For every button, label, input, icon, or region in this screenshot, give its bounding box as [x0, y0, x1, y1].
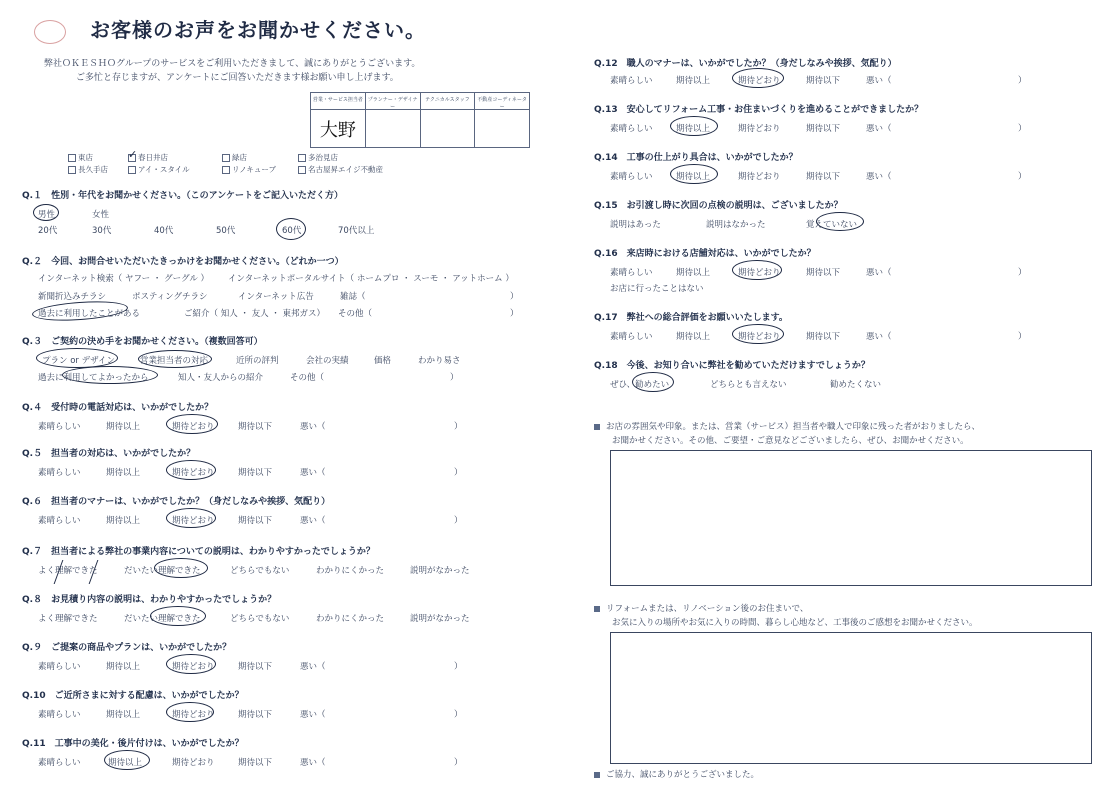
- answer-circle: [31, 299, 128, 324]
- option[interactable]: 素晴らしい: [610, 332, 653, 342]
- answer-circle: [670, 164, 718, 184]
- option: ）: [454, 422, 463, 432]
- option[interactable]: だいたい理解できた: [124, 614, 201, 624]
- option[interactable]: 覚えていない: [806, 220, 858, 230]
- option[interactable]: 悪い（: [300, 468, 326, 478]
- option[interactable]: 悪い（: [866, 172, 892, 182]
- option[interactable]: 過去に利用してよかったから: [38, 373, 149, 383]
- option[interactable]: インターネット広告: [238, 292, 314, 302]
- option[interactable]: 女性: [92, 210, 110, 220]
- square-bullet-icon: [594, 606, 600, 612]
- option[interactable]: 素晴らしい: [610, 172, 653, 182]
- question-title: Q.18 今後、お知り合いに弊社を勧めていただけますでしょうか？: [594, 358, 870, 371]
- option[interactable]: わかりにくかった: [316, 566, 385, 576]
- staff-value-sales[interactable]: 大野: [311, 110, 366, 148]
- option[interactable]: 期待どおり: [172, 422, 215, 432]
- square-bullet-icon: [594, 772, 600, 778]
- comment-prompt-1: お店の雰囲気や印象。または、営業（サービス）担当者や職人で印象に残った者がおりましたら、: [594, 420, 980, 432]
- staff-header: 不動産コーディネーター: [477, 97, 527, 109]
- option[interactable]: 過去に利用したことがある: [38, 309, 141, 319]
- option[interactable]: 20代: [38, 226, 58, 236]
- answer-circle: [166, 654, 216, 674]
- answer-circle: [138, 350, 212, 368]
- question-title: Q.８ お見積り内容の説明は、わかりやすかったでしょうか？: [22, 592, 276, 605]
- question-title: Q.６ 担当者のマナーは、いかがでしたか？（身だしなみや挨拶、気配り）: [22, 494, 330, 507]
- staff-value-planner[interactable]: [366, 110, 421, 148]
- option[interactable]: 期待以上: [676, 332, 711, 342]
- store-checkbox[interactable]: アイ・スタイル: [128, 164, 190, 175]
- store-checkbox[interactable]: 長久手店: [68, 164, 108, 175]
- staff-header: テクニカルスタッフ: [421, 93, 476, 109]
- option[interactable]: 期待以下: [806, 172, 841, 182]
- option[interactable]: 悪い（: [866, 124, 892, 134]
- option: ）: [454, 468, 463, 478]
- option[interactable]: 期待どおり: [172, 710, 215, 720]
- question-title: Q.10 ご近所さまに対する配慮は、いかがでしたか？: [22, 688, 244, 701]
- store-checkbox[interactable]: 緑店: [222, 152, 247, 163]
- option[interactable]: 期待以上: [106, 468, 141, 478]
- question-title: Q.16 来店時における店舗対応は、いかがでしたか？: [594, 246, 816, 259]
- option[interactable]: 悪い（: [866, 76, 892, 86]
- option[interactable]: 期待以下: [238, 516, 273, 526]
- question-title: Q.９ ご提案の商品やプランは、いかがでしたか？: [22, 640, 231, 653]
- store-checkbox[interactable]: 名古屋昇エイジ不動産: [298, 164, 383, 175]
- logo-stamp: [34, 20, 66, 44]
- answer-circle: [166, 414, 218, 434]
- option[interactable]: 期待以下: [238, 422, 273, 432]
- option: ）: [454, 516, 463, 526]
- option[interactable]: 期待どおり: [172, 468, 215, 478]
- option[interactable]: 期待以上: [676, 76, 711, 86]
- option[interactable]: 勧めたくない: [830, 380, 882, 390]
- option[interactable]: 素晴らしい: [38, 710, 81, 720]
- store-checkbox[interactable]: 東店: [68, 152, 93, 163]
- staff-value-technical[interactable]: [421, 110, 476, 148]
- answer-circle: [150, 606, 206, 626]
- option[interactable]: わかり易さ: [418, 356, 461, 366]
- option[interactable]: その他（: [290, 373, 325, 383]
- question-title: Q.17 弊社への総合評価をお願いいたします。: [594, 310, 788, 323]
- option[interactable]: ぜひ、勧めたい: [610, 380, 670, 390]
- option[interactable]: 期待以上: [106, 516, 141, 526]
- option: ）: [1018, 76, 1027, 86]
- option: ）: [1018, 124, 1027, 134]
- question-title: Q.４ 受付時の電話対応は、いかがでしたか？: [22, 400, 213, 413]
- option: ）: [510, 292, 519, 302]
- option[interactable]: インターネットポータルサイト（ ホームプロ ・ スーモ ・ アットホーム ）: [228, 274, 514, 284]
- option[interactable]: 50代: [216, 226, 236, 236]
- answer-circle: [154, 558, 208, 578]
- option[interactable]: 素晴らしい: [610, 268, 653, 278]
- store-checkbox[interactable]: 春日井店: [128, 152, 168, 163]
- option[interactable]: どちらでもない: [230, 566, 290, 576]
- option[interactable]: 期待以上: [106, 422, 141, 432]
- option[interactable]: プラン or デザイン: [42, 356, 116, 366]
- staff-table: [310, 92, 530, 148]
- store-checkbox[interactable]: 多治見店: [298, 152, 338, 163]
- answer-circle: [732, 260, 782, 280]
- option[interactable]: 期待以下: [806, 332, 841, 342]
- option[interactable]: 70代以上: [338, 226, 375, 236]
- option[interactable]: 素晴らしい: [38, 468, 81, 478]
- comment-prompt-2b: お気に入りの場所やお気に入りの時間、暮らし心地など、工事後のご感想をお聞かせください。: [612, 618, 978, 628]
- option[interactable]: 期待どおり: [738, 172, 781, 182]
- question-title: Q.15 お引渡し時に次回の点検の説明は、ございましたか？: [594, 198, 843, 211]
- option[interactable]: 素晴らしい: [38, 516, 81, 526]
- option[interactable]: 素晴らしい: [610, 124, 653, 134]
- store-checkbox[interactable]: リノキューブ: [222, 164, 276, 175]
- page-title: お客様のお声をお聞かせください。: [90, 18, 426, 42]
- answer-circle: [732, 68, 784, 88]
- option[interactable]: 説明はなかった: [706, 220, 766, 230]
- option[interactable]: 営業担当者の対応: [140, 356, 209, 366]
- intro-line-2: ご多忙と存じますが、アンケートにご回答いただきます様お願い申し上げます。: [76, 73, 399, 83]
- option[interactable]: 説明はあった: [610, 220, 661, 230]
- option[interactable]: 30代: [92, 226, 112, 236]
- option[interactable]: インターネット検索（ ヤフー ・ グーグル ）: [38, 274, 210, 284]
- option[interactable]: だいたい理解できた: [124, 566, 201, 576]
- option[interactable]: 悪い（: [866, 268, 892, 278]
- option: ）: [510, 309, 519, 319]
- option[interactable]: 悪い（: [866, 332, 892, 342]
- option[interactable]: 近所の評判: [236, 356, 279, 366]
- option[interactable]: 期待どおり: [738, 76, 781, 86]
- option[interactable]: 悪い（: [300, 516, 326, 526]
- option[interactable]: 会社の実績: [306, 356, 349, 366]
- option[interactable]: 悪い（: [300, 422, 326, 432]
- checkmark-icon: ✓: [128, 148, 138, 161]
- option[interactable]: 期待以上: [676, 124, 711, 134]
- option[interactable]: 60代: [282, 226, 302, 236]
- option[interactable]: お店に行ったことはない: [610, 284, 704, 294]
- answer-circle: [732, 324, 784, 344]
- option[interactable]: 素晴らしい: [38, 422, 81, 432]
- option[interactable]: ご紹介（ 知人 ・ 友人 ・ 東邦ガス）: [184, 309, 326, 319]
- answer-circle: [33, 204, 59, 221]
- option[interactable]: 期待どおり: [172, 662, 215, 672]
- question-title: Q.５ 担当者の対応は、いかがでしたか？: [22, 446, 195, 459]
- answer-circle: [166, 702, 214, 722]
- option[interactable]: 期待どおり: [738, 332, 781, 342]
- option[interactable]: 期待以下: [806, 268, 841, 278]
- option[interactable]: 期待どおり: [172, 758, 215, 768]
- option[interactable]: 期待どおり: [738, 268, 781, 278]
- option[interactable]: 期待以上: [676, 172, 711, 182]
- answer-circle: [104, 750, 150, 770]
- question-title: Q.３ ご契約の決め手をお聞かせください。（複数回答可）: [22, 334, 263, 347]
- answer-circle: [632, 372, 674, 392]
- option[interactable]: 期待以下: [806, 76, 841, 86]
- option[interactable]: 期待どおり: [172, 516, 215, 526]
- comment-prompt-2: リフォームまたは、リノベーション後のお住まいで、: [594, 602, 808, 614]
- option[interactable]: 期待以下: [238, 710, 273, 720]
- comment-box-1[interactable]: [610, 450, 1092, 586]
- scribble-mark: [54, 560, 99, 584]
- option: ）: [454, 662, 463, 672]
- option[interactable]: その他（: [338, 309, 373, 319]
- question-title: Q.14 工事の仕上がり具合は、いかがでしたか？: [594, 150, 798, 163]
- question-title: Q.２ 今回、お問合せいただいたきっかけをお聞かせください。（どれか一つ）: [22, 254, 344, 267]
- option[interactable]: 期待以下: [806, 124, 841, 134]
- option[interactable]: 悪い（: [300, 662, 326, 672]
- option[interactable]: わかりにくかった: [316, 614, 385, 624]
- answer-circle: [670, 116, 718, 136]
- option[interactable]: 期待以下: [238, 758, 273, 768]
- option[interactable]: 期待以上: [108, 758, 143, 768]
- question-title: Q.11 工事中の美化・後片付けは、いかがでしたか？: [22, 736, 244, 749]
- answer-circle: [36, 348, 118, 368]
- intro-line-1: 弊社ＯＫＥＳＨＯグループのサービスをご利用いただきまして、誠にありがとうございます。: [44, 59, 421, 69]
- option[interactable]: 素晴らしい: [38, 662, 81, 672]
- option[interactable]: 40代: [154, 226, 174, 236]
- thanks-message: ご協力、誠にありがとうございました。: [594, 768, 759, 780]
- option: ）: [454, 710, 463, 720]
- option: ）: [454, 758, 463, 768]
- option[interactable]: 期待以下: [238, 468, 273, 478]
- staff-header: プランナー・デザイナー: [366, 93, 421, 109]
- answer-circle: [276, 218, 306, 240]
- option[interactable]: 素晴らしい: [610, 76, 653, 86]
- option[interactable]: 悪い（: [300, 710, 326, 720]
- option[interactable]: ポスティングチラシ: [132, 292, 208, 302]
- question-title: Q.12 職人のマナーは、いかがでしたか？（身だしなみや挨拶、気配り）: [594, 56, 897, 69]
- option[interactable]: 価格: [374, 356, 392, 366]
- answer-circle: [816, 212, 864, 231]
- staff-value-realestate[interactable]: [475, 110, 529, 148]
- option[interactable]: よく理解できた: [38, 566, 98, 576]
- option[interactable]: 説明がなかった: [410, 566, 470, 576]
- option[interactable]: どちらとも言えない: [710, 380, 787, 390]
- question-title: Q.７ 担当者による弊社の事業内容についての説明は、わかりやすかったでしょうか？: [22, 544, 375, 557]
- option[interactable]: 期待以上: [676, 268, 711, 278]
- option[interactable]: 雑誌（: [340, 292, 366, 302]
- option: ）: [1018, 172, 1027, 182]
- comment-box-2[interactable]: [610, 632, 1092, 764]
- question-title: Q.１ 性別・年代をお聞かせください。（このアンケートをご記入いただく方）: [22, 188, 343, 201]
- answer-circle: [166, 508, 216, 528]
- option[interactable]: 説明がなかった: [410, 614, 470, 624]
- option[interactable]: よく理解できた: [38, 614, 98, 624]
- staff-header: 営業・サービス担当者: [311, 93, 366, 109]
- option[interactable]: 知人・友人からの紹介: [178, 373, 264, 383]
- comment-prompt-1b: お聞かせください。その他、ご要望・ご意見などございましたら、ぜひ、お聞かせください。: [612, 436, 969, 446]
- square-bullet-icon: [594, 424, 600, 430]
- question-title: Q.13 安心してリフォーム工事・お住まいづくりを進めることができましたか？: [594, 102, 923, 115]
- option[interactable]: 素晴らしい: [38, 758, 81, 768]
- option[interactable]: 悪い（: [300, 758, 326, 768]
- option[interactable]: どちらでもない: [230, 614, 290, 624]
- option[interactable]: 期待どおり: [738, 124, 781, 134]
- option[interactable]: 期待以上: [106, 662, 141, 672]
- option[interactable]: 男性: [38, 210, 56, 220]
- option[interactable]: 期待以上: [106, 710, 141, 720]
- option[interactable]: 期待以下: [238, 662, 273, 672]
- answer-circle: [62, 366, 158, 384]
- option: ）: [1018, 332, 1027, 342]
- option: ）: [1018, 268, 1027, 278]
- option[interactable]: 新聞折込みチラシ: [38, 292, 107, 302]
- option: ）: [450, 373, 459, 383]
- answer-circle: [166, 460, 216, 480]
